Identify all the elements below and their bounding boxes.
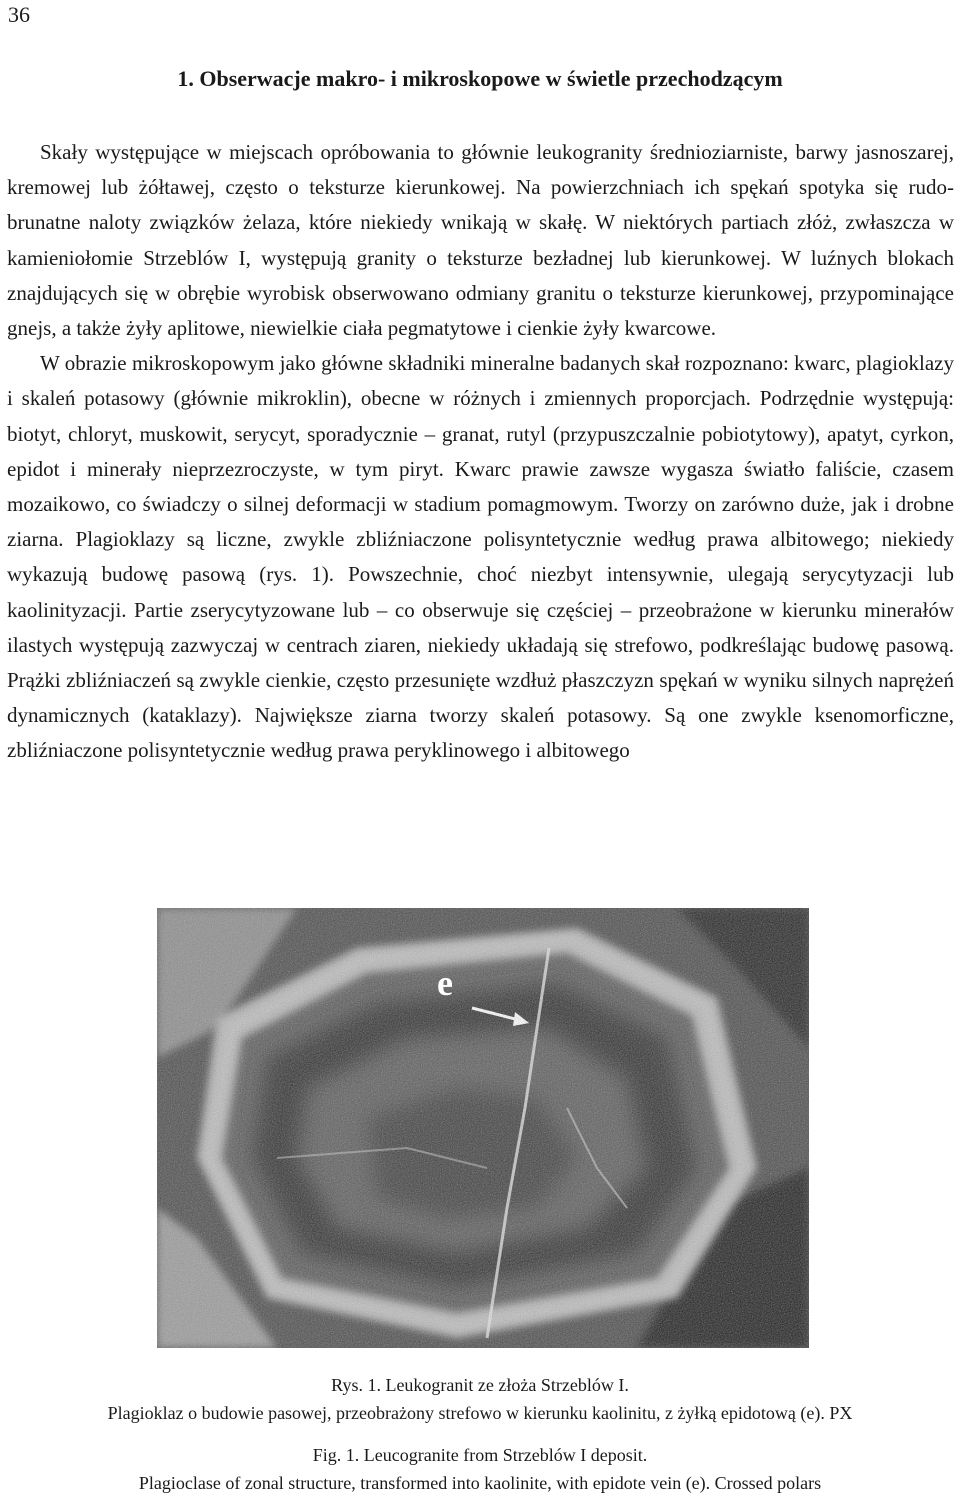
body-text [7, 135, 954, 769]
epidote-vein-marker: e [437, 963, 453, 1003]
caption-pl-text: Plagioklaz o budowie pasowej, przeobrażony strefowo w kierunku kaolinitu, z żyłką epidotową (e). PX [107, 1403, 853, 1423]
caption-pl-title: Rys. 1. Leukogranit ze złoża Strzeblów I. [331, 1375, 629, 1395]
caption-en-text: Plagioclase of zonal structure, transformed into kaolinite, with epidote vein (e). Crossed polars [138, 1473, 822, 1493]
paragraph-1: Skały występujące w miejscach opróbowania to głównie leukogranity średnioziarniste, barwy jasnoszarej, kremowej lub żółtawej, często o teksturze kierunkowej. Na powierzchniach ich spękań spotyka się rudo-brunatne naloty związków żelaza, które niekiedy wnikają w skałę. W niektórych partiach złóż, zwłaszcza w kamieniołomie Strzeblów I, występują granity o teksturze bezładnej lub kierunkowej. W luźnych blokach znajdujących się w obrębie wyrobisk obserwowano odmiany granitu o teksturze kierunkowej, przypominające gnejs, a także żyły aplitowe, niewielkie ciała pegmatytowe i cienkie żyły kwarcowe. [7, 140, 954, 341]
caption-en-title: Fig. 1. Leucogranite from Strzeblów I deposit. [312, 1445, 648, 1465]
micrograph-image [157, 908, 809, 1348]
section-heading: 1. Obserwacje makro- i mikroskopowe w świetle przechodzącym [177, 66, 783, 91]
paragraph-2: W obrazie mikroskopowym jako główne składniki mineralne badanych skał rozpoznano: kwarc, plagioklazy i skaleń potasowy (głównie mikroklin), obecne w różnych i zmiennych proporcjach. Podrzędnie występują: biotyt, chloryt, muskowit, serycyt, sporadycznie – granat, rutyl (przypuszczalnie pobiotytowy), apatyt, cyrkon, epidot i minerały nieprzezroczyste, w tym piryt. Kwarc prawie zawsze wygasza światło faliście, czasem mozaikowo, co świadczy o silnej deformacji w stadium pomagmowym. Tworzy on zarówno duże, jak i drobne ziarna. Plagioklazy są liczne, zwykle zbliźniaczone polisyntetycznie według prawa albitowego; niekiedy wykazują budowę pasową (rys. 1). Powszechnie, choć niezbyt intensywnie, ulegają serycytyzacji lub kaolinityzacji. Partie zserycytyzowane lub – co obserwuje się częściej – przeobrażone w kierunku minerałów ilastych występują zazwyczaj w centrach ziaren, niekiedy układają się strefowo, podkreślając budowę pasową. Prążki zbliźniaczeń są zwykle cienkie, często przesunięte wzdłuż płaszczyzn spękań w wyniku silnych naprężeń dynamicznych (kataklazy). Największe ziarna tworzy skaleń potasowy. Są one zwykle ksenomorficzne, zbliźniaczone polisyntetycznie według prawa peryklinowego i albitowego [7, 351, 954, 763]
page-number: 36 [8, 2, 30, 27]
micrograph-figure [157, 908, 809, 1348]
